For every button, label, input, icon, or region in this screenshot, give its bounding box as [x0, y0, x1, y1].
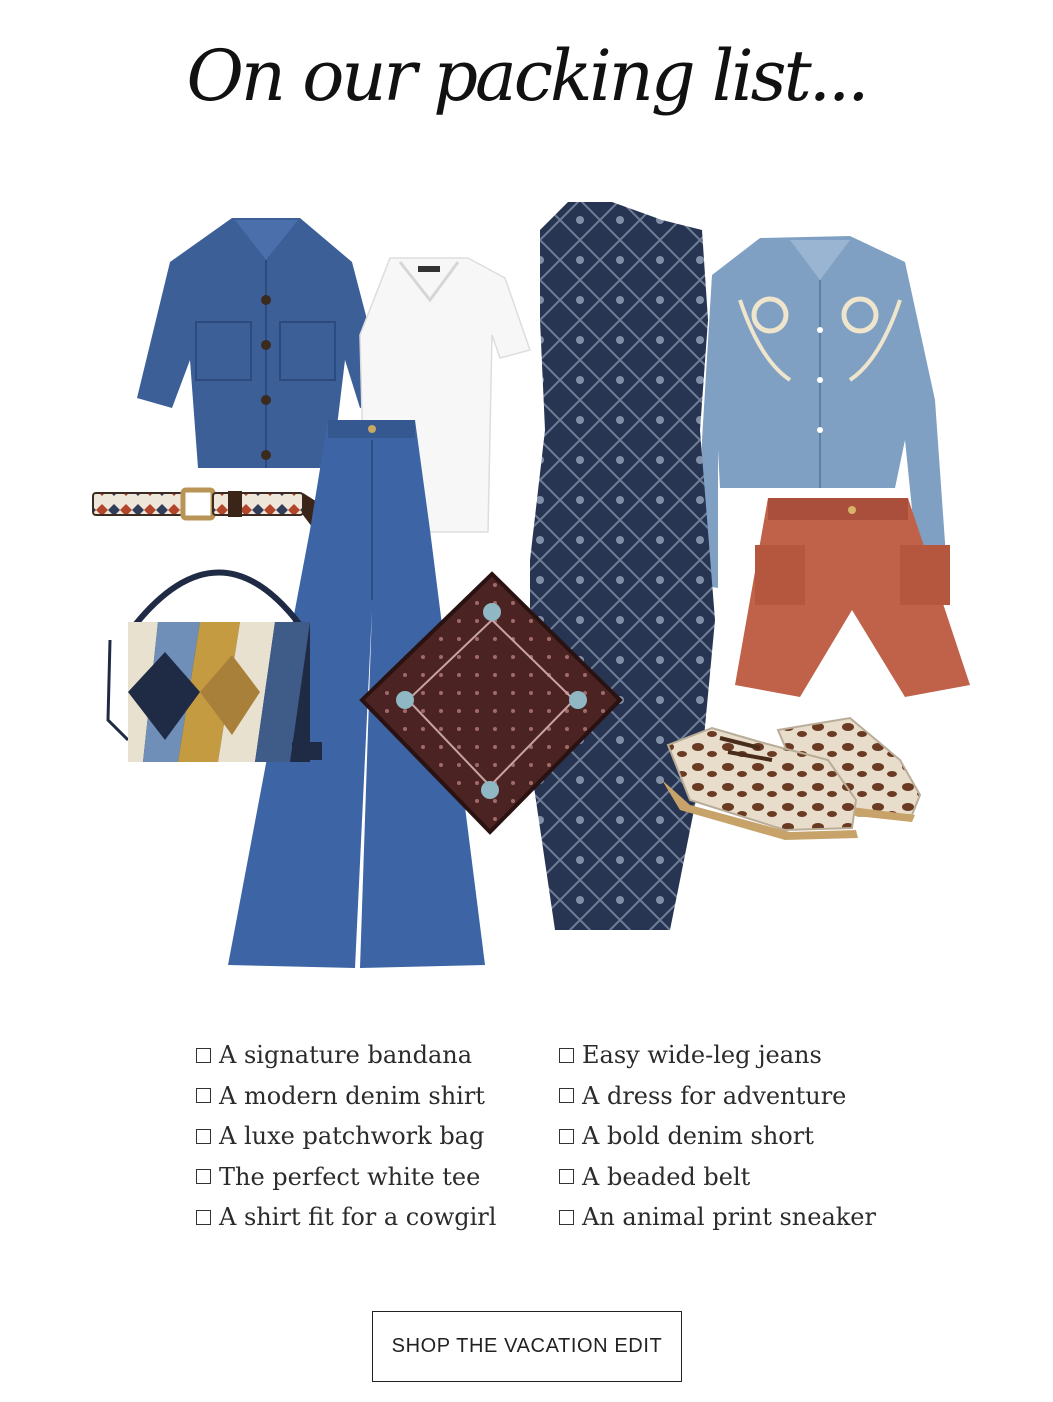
checkbox-icon[interactable] [559, 1169, 574, 1184]
checklist-item-label: A bold denim short [582, 1122, 814, 1151]
checklist-item[interactable] [559, 1197, 876, 1238]
checklist-item-label: Easy wide-leg jeans [582, 1041, 822, 1070]
patchwork-bag-image[interactable] [108, 573, 322, 763]
product-collage [0, 190, 1053, 990]
checklist-item[interactable] [559, 1116, 876, 1157]
checklist-item[interactable] [559, 1157, 876, 1198]
checklist-item[interactable] [196, 1076, 496, 1117]
checklist-left-column [196, 1035, 496, 1238]
checkbox-icon[interactable] [559, 1088, 574, 1103]
checkbox-icon[interactable] [559, 1210, 574, 1225]
checklist-item-label: A shirt fit for a cowgirl [219, 1203, 497, 1232]
checklist-item[interactable] [559, 1035, 876, 1076]
checklist-item[interactable] [196, 1035, 496, 1076]
checklist-item[interactable] [196, 1197, 496, 1238]
checklist-right-column [559, 1035, 876, 1238]
checklist-item[interactable] [196, 1157, 496, 1198]
checklist-item-label: A beaded belt [582, 1162, 751, 1191]
checkbox-icon[interactable] [196, 1088, 211, 1103]
checklist-item-label: A dress for adventure [582, 1081, 847, 1110]
bandana-dress-image[interactable] [530, 202, 715, 930]
sneakers-image[interactable] [662, 718, 920, 840]
checklist-item-label: A signature bandana [219, 1041, 473, 1070]
beaded-belt-image[interactable] [93, 490, 322, 540]
checklist-item-label: A modern denim shirt [219, 1081, 485, 1110]
shop-vacation-edit-button[interactable]: SHOP THE VACATION EDIT [372, 1311, 682, 1382]
checklist-item[interactable] [196, 1116, 496, 1157]
page-title: On our packing list... [186, 35, 867, 117]
checklist-item[interactable] [559, 1076, 876, 1117]
checklist-item-label: The perfect white tee [219, 1162, 481, 1191]
checklist-item-label: An animal print sneaker [582, 1203, 876, 1232]
checkbox-icon[interactable] [196, 1169, 211, 1184]
checklist-item-label: A luxe patchwork bag [219, 1122, 485, 1151]
checkbox-icon[interactable] [196, 1210, 211, 1225]
checkbox-icon[interactable] [196, 1048, 211, 1063]
checkbox-icon[interactable] [559, 1048, 574, 1063]
checkbox-icon[interactable] [196, 1129, 211, 1144]
checkbox-icon[interactable] [559, 1129, 574, 1144]
